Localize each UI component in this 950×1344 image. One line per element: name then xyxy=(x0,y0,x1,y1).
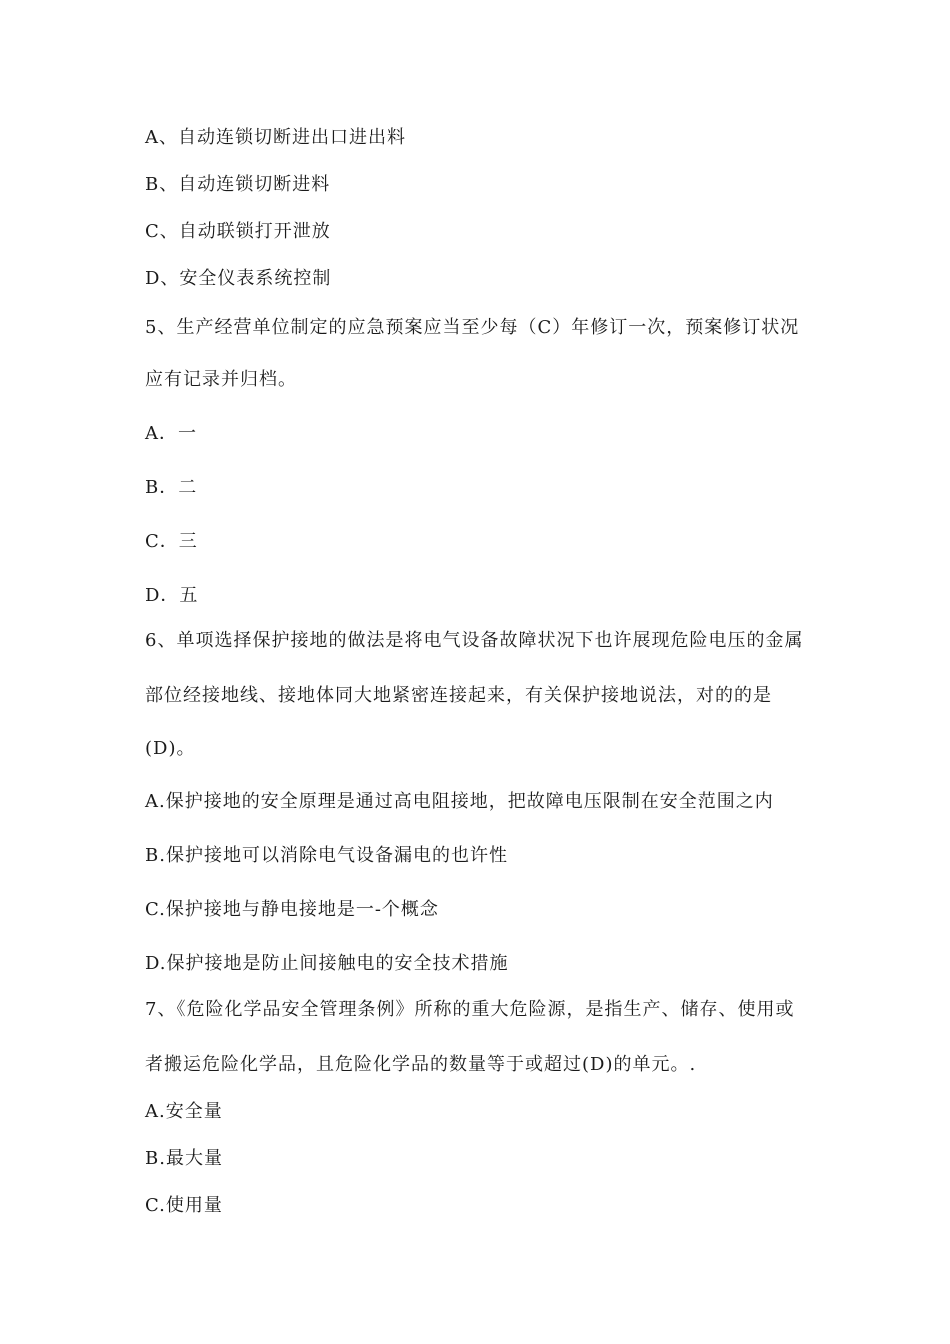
option-d: D.保护接地是防止间接触电的安全技术措施 xyxy=(145,953,509,974)
question-6-line-3: (D)。 xyxy=(145,738,196,759)
option-b: B.最大量 xyxy=(145,1148,223,1169)
option-c: C.保护接地与静电接地是一-个概念 xyxy=(145,899,439,920)
option-a: A．一 xyxy=(145,423,197,444)
option-c: C．三 xyxy=(145,531,198,552)
option-b: B、自动连锁切断进料 xyxy=(145,174,331,195)
option-d: D．五 xyxy=(145,585,199,606)
question-6-line-1: 6、单项选择保护接地的做法是将电气设备故障状况下也许展现危险电压的金属 xyxy=(145,630,804,651)
option-c: C、自动联锁打开泄放 xyxy=(145,221,331,242)
option-a: A.保护接地的安全原理是通过高电阻接地，把故障电压限制在安全范围之内 xyxy=(145,791,774,812)
option-d: D、安全仪表系统控制 xyxy=(145,268,332,289)
option-a: A.安全量 xyxy=(145,1101,223,1122)
option-c: C.使用量 xyxy=(145,1195,223,1216)
question-7-line-2: 者搬运危险化学品，且危险化学品的数量等于或超过(D)的单元。. xyxy=(145,1054,697,1075)
question-5-line-1: 5、生产经营单位制定的应急预案应当至少每（C）年修订一次，预案修订状况 xyxy=(145,317,800,338)
option-b: B．二 xyxy=(145,477,198,498)
question-5-line-2: 应有记录并归档。 xyxy=(145,369,297,390)
question-6-line-2: 部位经接地线、接地体同大地紧密连接起来，有关保护接地说法，对的的是 xyxy=(145,685,772,706)
question-7-line-1: 7、《危险化学品安全管理条例》所称的重大危险源，是指生产、储存、使用或 xyxy=(145,999,795,1020)
option-a: A、自动连锁切断进出口进出料 xyxy=(145,127,406,148)
option-b: B.保护接地可以消除电气设备漏电的也许性 xyxy=(145,845,508,866)
